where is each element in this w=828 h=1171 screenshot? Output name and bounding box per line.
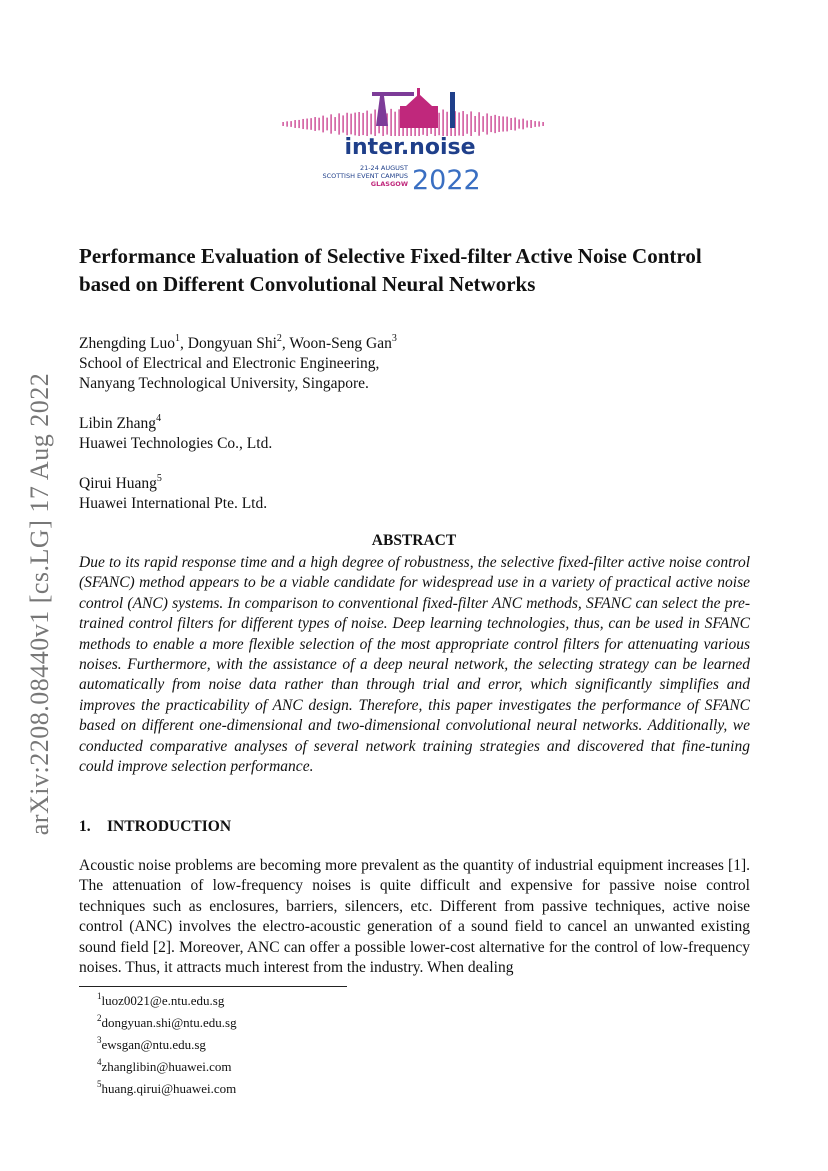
soundwave-bar	[330, 114, 332, 133]
soundwave-bar	[534, 121, 536, 127]
soundwave-bar	[314, 117, 316, 131]
logo-city: GLASGOW	[370, 180, 408, 188]
soundwave-bar	[506, 117, 508, 132]
soundwave-bar	[286, 121, 288, 126]
logo-wordmark: inter.noise	[344, 135, 476, 160]
soundwave-bar	[310, 118, 312, 130]
introduction-text: Acoustic noise problems are becoming more prevalent as the quantity of industrial equipment increases [1]. The attenuation of low-frequency noises is quite difficult and expensive for passive noise control techniques such as enclosures, barriers, silencers, etc. Different from passive techniques, active noise control (ANC) involves the electro-acoustic generation of a sound field to cancel an unwanted existing sound field [2]. Moreover, ANC can offer a possible lower-cost alternative for the control of low-frequency noises. Thus, it attracts much interest from the industry. When dealing	[79, 857, 750, 977]
footnote	[97, 1056, 237, 1078]
internoise-logo-graphic	[280, 84, 548, 196]
footnote-email: huang.qirui@huawei.com	[101, 1081, 237, 1096]
title-line: based on Different Convolutional Neural Networks	[79, 272, 536, 296]
author-block-3	[79, 474, 759, 514]
soundwave-bar	[486, 113, 488, 134]
soundwave-bar	[462, 111, 464, 137]
soundwave-bar	[518, 119, 520, 128]
logo-dates: 21-24 AUGUST	[359, 164, 408, 172]
footnote-divider	[79, 986, 347, 987]
affiliation-line: Huawei International Pte. Ltd.	[79, 495, 268, 512]
footnote	[97, 1078, 237, 1100]
footnote-email: zhanglibin@huawei.com	[101, 1059, 232, 1074]
soundwave-bar	[502, 116, 504, 131]
soundwave-bar	[318, 118, 320, 131]
affiliation-mark: 4	[156, 412, 162, 424]
soundwave-bar	[510, 118, 512, 130]
soundwave-bar	[498, 116, 500, 132]
conference-logo	[280, 84, 548, 196]
footnote-email: dongyuan.shi@ntu.edu.sg	[101, 1015, 237, 1030]
author-name: Libin Zhang	[79, 415, 157, 432]
affiliation-mark: 1	[175, 332, 180, 344]
soundwave-bar	[282, 122, 284, 126]
footnote-mark: 5	[97, 1078, 102, 1089]
soundwave-bar	[302, 119, 304, 129]
footnote-email: ewsgan@ntu.edu.sg	[101, 1037, 206, 1052]
soundwave-bar	[394, 112, 396, 137]
soundwave-bar	[354, 113, 356, 136]
affiliation-line: School of Electrical and Electronic Engineering,	[79, 355, 380, 372]
affiliation-mark: 5	[156, 472, 162, 484]
soundwave-bar	[294, 120, 296, 128]
soundwave-bar	[530, 120, 532, 128]
soundwave-bar	[490, 116, 492, 132]
soundwave-bar	[370, 114, 372, 135]
title-line: Performance Evaluation of Selective Fixed-filter Active Noise Control	[79, 244, 702, 268]
author-separator: ,	[180, 335, 188, 352]
footnote-mark: 2	[97, 1012, 102, 1023]
footnote	[97, 990, 237, 1012]
soundwave-bar	[494, 115, 496, 133]
soundwave-bar	[482, 116, 484, 132]
soundwave-bar	[338, 113, 340, 134]
author-name: Zhengding Luo	[79, 335, 175, 352]
soundwave-bar	[306, 119, 308, 130]
soundwave-bar	[362, 113, 364, 135]
affiliation-mark: 3	[391, 332, 397, 344]
soundwave-bar	[538, 121, 540, 126]
affiliation-line: Nanyang Technological University, Singapore.	[79, 375, 369, 392]
soundwave-bar	[298, 120, 300, 128]
soundwave-bar	[542, 122, 544, 126]
soundwave-bar	[346, 113, 348, 135]
soundwave-bar	[334, 117, 336, 131]
soundwave-bar	[474, 116, 476, 132]
soundwave-bar	[470, 111, 472, 136]
section-title: INTRODUCTION	[107, 818, 232, 835]
footnotes	[97, 990, 237, 1100]
soundwave-bar	[458, 112, 460, 135]
soundwave-bar	[342, 115, 344, 132]
affiliation-mark: 2	[276, 332, 282, 344]
soundwave-bar	[350, 114, 352, 135]
soundwave-bar	[366, 111, 368, 138]
soundwave-bar	[526, 120, 528, 127]
abstract-heading: ABSTRACT	[371, 532, 457, 549]
paper-title	[79, 242, 759, 298]
footnote	[97, 1034, 237, 1056]
affiliation-line: Huawei Technologies Co., Ltd.	[79, 435, 273, 452]
footnote-mark: 1	[97, 990, 102, 1001]
tower-icon	[450, 92, 455, 128]
author-names	[79, 334, 759, 354]
soundwave-bar	[478, 112, 480, 136]
soundwave-bar	[358, 112, 360, 136]
section-number: 1.	[79, 818, 91, 835]
arxiv-identifier: arXiv:2208.08440v1 [cs.LG] 17 Aug 2022	[25, 372, 54, 836]
logo-year: 2022	[412, 165, 481, 196]
author-block-2	[79, 414, 759, 454]
soundwave-bar	[522, 119, 524, 130]
logo-venue: SCOTTISH EVENT CAMPUS	[322, 172, 408, 180]
footnote-mark: 3	[97, 1034, 102, 1045]
soundwave-bar	[514, 117, 516, 130]
soundwave-bar	[290, 121, 292, 127]
author-name: Woon-Seng Gan	[289, 335, 392, 352]
author-name: Dongyuan Shi	[187, 335, 277, 352]
soundwave-bar	[466, 114, 468, 134]
footnote	[97, 1012, 237, 1034]
section-heading	[79, 818, 231, 836]
soundwave-bar	[446, 112, 448, 136]
soundwave-bar	[322, 116, 324, 133]
abstract-text: Due to its rapid response time and a high degree of robustness, the selective fixed-filter active noise control (SFANC) method appears to be a viable candidate for widespread use in a variety of practical active noise control (ANC) systems. In comparison to conventional fixed-filter ANC methods, SFANC can select the pre-trained control filters for different types of noise. Deep learning technologies, thus, can be used in SFANC methods to enable a more flexible selection of the most appropriate control filters for attenuating various noises. Furthermore, with the assistance of a deep neural network, the selecting strategy can be learned automatically from noise data rather than through trial and error, which significantly simplifies and improves the practicability of ANC design. Therefore, this paper investigates the performance of SFANC based on different one-dimensional and two-dimensional convolutional neural networks. Additionally, we conducted comparative analyses of several network training strategies and discovered that fine-tuning could improve selection performance.	[79, 554, 750, 776]
author-block-1	[79, 334, 759, 394]
soundwave-bar	[326, 118, 328, 131]
author-name: Qirui Huang	[79, 475, 157, 492]
footnote-email: luoz0021@e.ntu.edu.sg	[101, 993, 225, 1008]
footnote-mark: 4	[97, 1056, 102, 1067]
soundwave-bar	[438, 113, 440, 135]
author-separator: ,	[281, 335, 290, 352]
